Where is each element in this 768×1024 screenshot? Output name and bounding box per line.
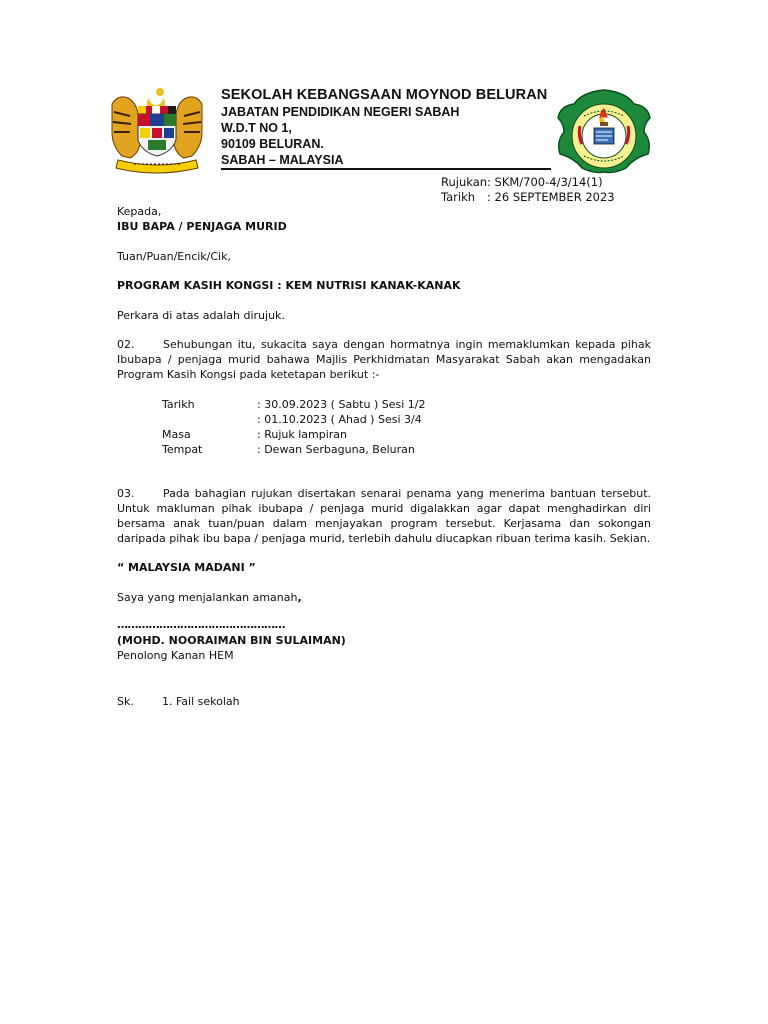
paragraph-text: Sehubungan itu, sukacita saya dengan hormatnya ingin memaklumkan kepada pihak Ibubapa / penjaga murid bahawa Majlis Perkhidmatan Masyarakat Sabah akan mengadakan Program Kasih Kongsi pada ketetapan berikut :- [117,338,651,381]
detail-row [162,412,422,427]
letterhead-divider [221,168,551,170]
address-line-2: 90109 BELURAN. [221,137,324,151]
paragraph-02 [117,337,651,382]
malaysia-coat-of-arms-icon [104,84,210,176]
reference-value: : SKM/700-4/3/14(1) [487,175,603,189]
date-label: Tarikh [441,190,476,204]
signatory-name: (MOHD. NOORAIMAN BIN SULAIMAN) [117,634,346,647]
greeting: Tuan/Puan/Encik/Cik, [117,250,231,263]
letter-subject: PROGRAM KASIH KONGSI : KEM NUTRISI KANAK-KANAK [117,279,461,292]
cc-label: Sk. [117,695,134,708]
paragraph-number: 02. [117,338,135,351]
detail-label: Tempat [162,443,203,456]
detail-row [162,427,347,442]
detail-value: : 30.09.2023 ( Sabtu ) Sesi 1/2 [257,398,426,411]
signatory-title: Penolong Kanan HEM [117,649,234,662]
detail-row [162,442,415,457]
letterhead [221,86,561,168]
closing-comma: , [297,591,302,604]
signature-line: ………………………………………… [117,618,285,631]
date-value: : 26 SEPTEMBER 2023 [487,190,615,204]
detail-row [162,397,425,412]
date-row [441,190,615,205]
cc-item: 1. Fail sekolah [162,695,240,708]
paragraph-03 [117,486,651,546]
address-line-3: SABAH – MALAYSIA [221,153,344,167]
intro-line: Perkara di atas adalah dirujuk. [117,309,285,322]
detail-label: Tarikh [162,398,195,411]
reference-block [441,175,615,205]
paragraph-text: Pada bahagian rujukan disertakan senarai penama yang menerima bantuan tersebut. Untuk makluman pihak ibubapa / penjaga murid digalakkan agar dapat menghadirkan diri bersama anak tuan/puan dalam menjayakan program tersebut. Kerjasama dan sokongan daripada pihak ibu bapa / penjaga murid, terlebih dahulu diucapkan ribuan terima kasih. Sekian. [117,487,651,545]
closing-text: Saya yang menjalankan amanah [117,591,298,604]
paragraph-number: 03. [117,487,135,500]
school-crest-icon [554,86,654,178]
detail-label [162,412,257,427]
detail-value: : Dewan Serbaguna, Beluran [257,443,415,456]
school-name: SEKOLAH KEBANGSAAN MOYNOD BELURAN [221,87,548,103]
recipient-name: IBU BAPA / PENJAGA MURID [117,220,287,233]
reference-label: Rujukan [441,175,488,189]
detail-value: : Rujuk lampiran [257,428,348,441]
recipient-to: Kepada, [117,205,162,218]
detail-label: Masa [162,428,191,441]
slogan: “ MALAYSIA MADANI ” [117,561,256,574]
reference-row [441,175,615,190]
detail-value: : 01.10.2023 ( Ahad ) Sesi 3/4 [257,413,422,426]
address-line-1: W.D.T NO 1, [221,121,292,135]
closing-line [117,590,302,605]
department-name: JABATAN PENDIDIKAN NEGERI SABAH [221,105,460,119]
